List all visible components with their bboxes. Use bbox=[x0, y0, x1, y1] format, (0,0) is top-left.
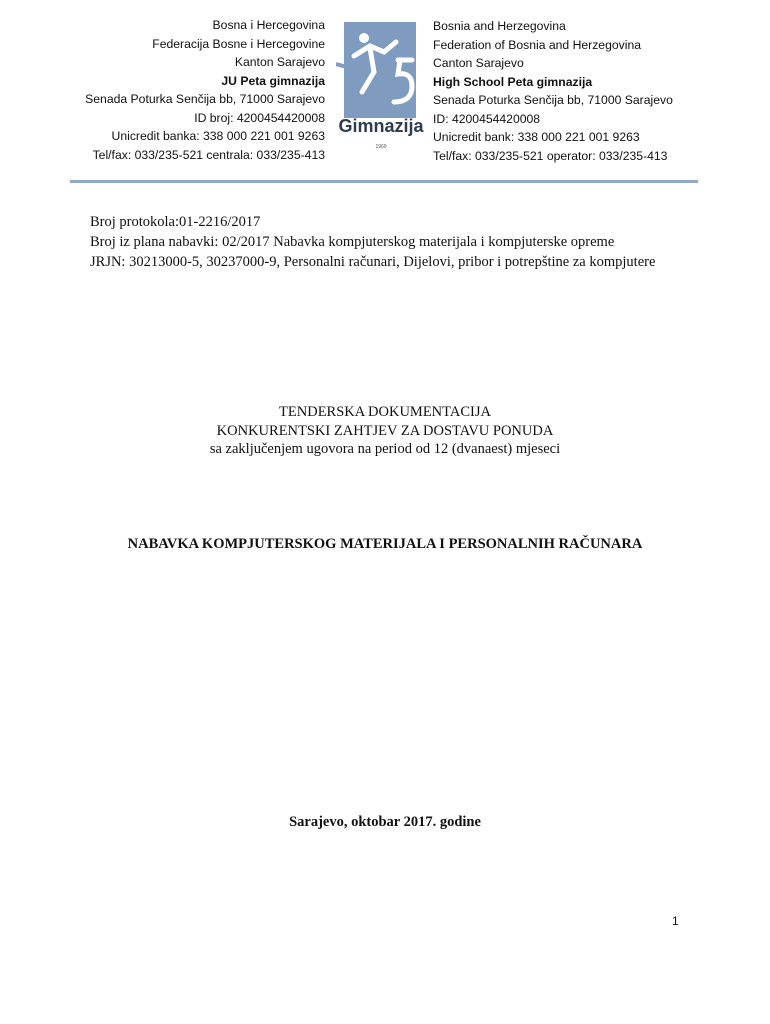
header-left-school: JU Peta gimnazija bbox=[221, 73, 325, 88]
protocol-number: Broj protokola:01-2216/2017 bbox=[90, 214, 261, 230]
header-right-school: High School Peta gimnazija bbox=[433, 74, 593, 89]
header-right-address: Senada Poturka Senčija bb, 71000 Sarajevo bbox=[433, 93, 673, 107]
protocol-block bbox=[90, 212, 655, 272]
header-left-block bbox=[40, 16, 325, 164]
header-right-country: Bosnia and Herzegovina bbox=[433, 19, 566, 33]
header-right-block bbox=[433, 17, 753, 165]
jrjn-codes: JRJN: 30213000-5, 30237000-9, Personalni računari, Dijelovi, pribor i potrepštine za kompjutere bbox=[90, 254, 656, 270]
logo-figure-head bbox=[359, 33, 369, 43]
header-right-canton: Canton Sarajevo bbox=[433, 56, 524, 70]
procurement-subject: NABAVKA KOMPJUTERSKOG MATERIJALA I PERSONALNIH RAČUNARA bbox=[127, 536, 643, 552]
document-title: TENDERSKA DOKUMENTACIJA bbox=[279, 404, 491, 420]
page-number: 1 bbox=[672, 914, 679, 928]
procurement-plan-number: Broj iz plana nabavki: 02/2017 Nabavka kompjuterskog materijala i kompjuterske opreme bbox=[90, 234, 615, 250]
header-left-canton: Kanton Sarajevo bbox=[234, 55, 325, 69]
header-left-id: ID broj: 4200454420008 bbox=[194, 110, 325, 125]
school-logo bbox=[336, 22, 426, 150]
logo-wordmark: Gimnazija bbox=[338, 116, 424, 136]
document-title-block bbox=[0, 403, 770, 459]
document-type: KONKURENTSKI ZAHTJEV ZA DOSTAVU PONUDA bbox=[216, 422, 554, 439]
place-and-date: Sarajevo, oktobar 2017. godine bbox=[289, 814, 481, 830]
header-right-phone: Tel/fax: 033/235-521 operator: 033/235-413 bbox=[433, 148, 668, 163]
contract-period: sa zaključenjem ugovora na period od 12 (dvanaest) mjeseci bbox=[209, 441, 561, 457]
header-left-phone: Tel/fax: 033/235-521 centrala: 033/235-413 bbox=[92, 147, 325, 162]
header-left-address: Senada Poturka Senčija bb, 71000 Sarajevo bbox=[85, 92, 325, 106]
header-right-id: ID: 4200454420008 bbox=[433, 111, 541, 126]
header-left-bank: Unicredit banka: 338 000 221 001 9263 bbox=[111, 129, 325, 143]
header-left-federation: Federacija Bosne i Hercegovine bbox=[152, 36, 325, 51]
header-right-federation: Federation of Bosnia and Herzegovina bbox=[433, 37, 641, 52]
header-divider bbox=[70, 180, 698, 183]
header-left-country: Bosna i Hercegovina bbox=[212, 18, 325, 32]
header-right-bank: Unicredit bank: 338 000 221 001 9263 bbox=[433, 130, 640, 144]
logo-year: 1969 bbox=[375, 144, 387, 150]
logo-subtitle: Sarajevo-Novi Grad bbox=[359, 137, 403, 143]
